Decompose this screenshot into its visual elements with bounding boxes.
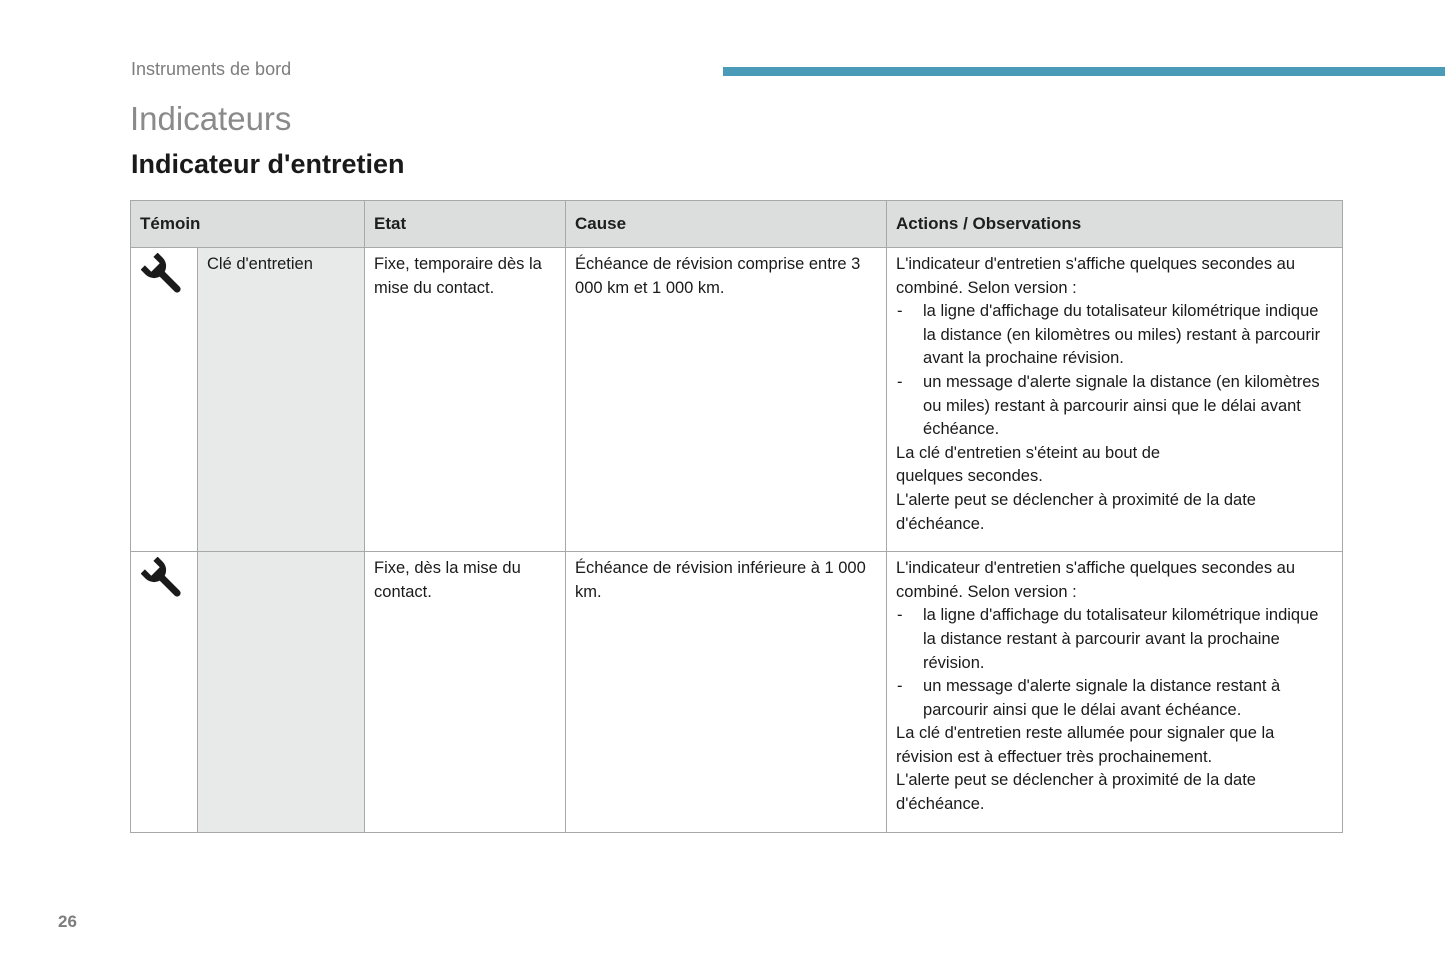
actions-list — [896, 300, 1333, 442]
cause-cell: Échéance de révision inférieure à 1 000 km. — [566, 552, 887, 833]
actions-cell — [887, 248, 1343, 552]
actions-intro: L'indicateur d'entretien s'affiche quelques secondes au combiné. Selon version : — [896, 559, 1296, 601]
page-title: Indicateurs — [130, 100, 292, 137]
header-temoin: Témoin — [131, 201, 365, 248]
temoin-icon-cell — [131, 248, 198, 552]
actions-note: L'alerte peut se déclencher à proximité de la date d'échéance. — [896, 771, 1256, 814]
etat-cell: Fixe, dès la mise du contact. — [365, 552, 566, 833]
actions-cell — [887, 552, 1343, 833]
cause-cell: Échéance de révision comprise entre 3 000 km et 1 000 km. — [566, 248, 887, 552]
header-cause: Cause — [566, 201, 887, 248]
section-header: Instruments de bord — [131, 59, 292, 79]
header-accent-bar — [723, 67, 1445, 76]
table-row — [131, 248, 1343, 552]
header-etat: Etat — [365, 201, 566, 248]
wrench-icon — [141, 557, 187, 603]
actions-note: La clé d'entretien reste allumée pour signaler que la révision est à effectuer très prochainement. — [896, 724, 1275, 766]
table-header-row — [131, 201, 1343, 248]
table-row — [131, 552, 1343, 833]
section-title: Indicateur d'entretien — [131, 149, 405, 179]
temoin-label — [198, 552, 365, 833]
page-number: 26 — [58, 912, 77, 931]
actions-intro: L'indicateur d'entretien s'affiche quelques secondes au combiné. Selon version : — [896, 255, 1296, 297]
list-item: - un message d'alerte signale la distance restant à parcourir ainsi que le délai avant échéance. — [896, 675, 1333, 722]
temoin-label: Clé d'entretien — [198, 248, 365, 552]
actions-note: La clé d'entretien s'éteint au bout de quelques secondes. — [896, 443, 1161, 486]
actions-note: L'alerte peut se déclencher à proximité de la date d'échéance. — [896, 490, 1256, 533]
list-item: - un message d'alerte signale la distance (en kilomètres ou miles) restant à parcourir ainsi que le délai avant échéance. — [896, 371, 1333, 442]
list-item: - la ligne d'affichage du totalisateur kilométrique indique la distance restant à parcourir avant la prochaine révision. — [896, 604, 1333, 675]
etat-cell: Fixe, temporaire dès la mise du contact. — [365, 248, 566, 552]
header-actions: Actions / Observations — [887, 201, 1343, 248]
wrench-icon — [141, 253, 187, 299]
indicator-table — [130, 200, 1343, 833]
temoin-icon-cell — [131, 552, 198, 833]
list-item: - la ligne d'affichage du totalisateur kilométrique indique la distance (en kilomètres ou miles) restant à parcourir avant la prochaine révision. — [896, 300, 1333, 371]
actions-list — [896, 604, 1333, 722]
